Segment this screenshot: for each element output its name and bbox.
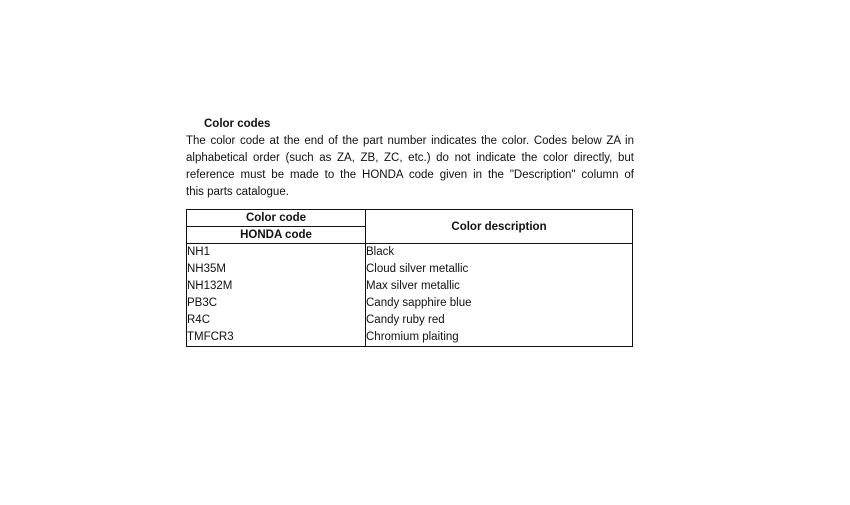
- table-row: [187, 278, 633, 295]
- table-row: [187, 329, 633, 347]
- header-color-description: Color description: [366, 210, 633, 244]
- color-description-cell: Chromium plaiting: [366, 331, 459, 343]
- section-title: Color codes: [204, 118, 271, 130]
- color-description-cell: Black: [366, 246, 395, 258]
- color-description-cell: Candy sapphire blue: [366, 297, 472, 309]
- color-code-table: [186, 209, 633, 347]
- honda-code-cell: TMFCR3: [187, 329, 366, 347]
- paragraph-line: reference must be made to the HONDA code given in the "Description" column of: [186, 169, 634, 181]
- header-color-code: Color code: [187, 210, 366, 227]
- table-row: [187, 295, 633, 312]
- honda-code-cell: PB3C: [187, 295, 366, 312]
- table-row: [187, 261, 633, 278]
- honda-code-cell: R4C: [187, 312, 366, 329]
- honda-code-cell: NH1: [187, 244, 366, 262]
- color-description-cell: Max silver metallic: [366, 280, 460, 292]
- table-row: [187, 312, 633, 329]
- paragraph-line: this parts catalogue.: [186, 186, 289, 198]
- honda-code-cell: NH132M: [187, 278, 366, 295]
- color-codes-section: [186, 116, 634, 201]
- color-description-cell: Candy ruby red: [366, 314, 445, 326]
- paragraph-line: The color code at the end of the part number indicates the color. Codes below ZA in: [186, 135, 634, 147]
- paragraph-line: alphabetical order (such as ZA, ZB, ZC, etc.) do not indicate the color directly, but: [186, 152, 634, 164]
- header-honda-code: HONDA code: [187, 227, 366, 244]
- color-description-cell: Cloud silver metallic: [366, 263, 469, 275]
- honda-code-cell: NH35M: [187, 261, 366, 278]
- table-row: [187, 244, 633, 262]
- section-paragraph: [186, 133, 634, 201]
